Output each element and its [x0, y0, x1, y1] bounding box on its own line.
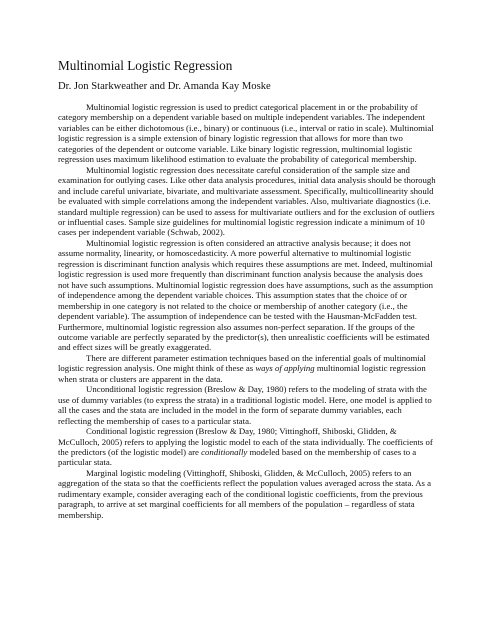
paragraph-assumptions: Multinomial logistic regression is often considered an attractive analysis because; it does not assume normality, linearity, or homoscedasticity. A more powerful alternative to multinomial logistic regression is discriminant function analysis which requires these assumptions are met. Indeed, multinomial logistic regression is used more frequently than discriminant function analysis because the analysis does not have such assumptions. Multinomial logistic regression does have assumptions, such as the assumption of independence among the dependent variable choices. This assumption states that the choice of or membership in one category is not related to the choice or membership of another category (i.e., the dependent variable). The assumption of independence can be tested with the Hausman-McFadden test. Furthermore, multinomial logistic regression also assumes non-perfect separation. If the groups of the outcome variable are perfectly separated by the predictor(s), then unrealistic coefficients will be estimated and effect sizes will be greatly exaggerated.: [58, 237, 433, 353]
paragraph-marginal: Marginal logistic modeling (Vittinghoff, Shiboski, Glidden, & McCulloch, 2005) refers to an aggregation of the stata so that the coefficients reflect the population values averaged across the stata. As a rudimentary example, consider averaging each of the conditional logistic coefficients, from the previous paragraph, to arrive at set marginal coefficients for all members of the population – regardless of stata membership.: [58, 467, 432, 520]
paragraph-unconditional: Unconditional logistic regression (Breslow & Day, 1980) refers to the modeling of strata with the use of dummy variables (to express the strata) in a traditional logistic model. Here, one model is applied to all the cases and the stata are included in the model in the form of separate dummy variables, each reflecting the membership of cases to a particular stata.: [58, 384, 432, 426]
paragraph-text: modeled based on the membership of cases to a particular stata.: [58, 446, 417, 468]
document-authors: Dr. Jon Starkweather and Dr. Amanda Kay Moske: [58, 81, 271, 92]
paragraph-sample-size: Multinomial logistic regression does necessitate careful consideration of the sample size and examination for outlying cases. Like other data analysis procedures, initial data analysis should be thorough and include careful univariate, bivariate, and multivariate assessment. Specifically, multicollinearity should be evaluated with simple correlations among the independent variables. Also, multivariate diagnostics (i.e. standard multiple regression) can be used to assess for multivariate outliers and for the exclusion of outliers or influential cases. Sample size guidelines for multinomial logistic regression indicate a minimum of 10 cases per independent variable (Schwab, 2002).: [58, 164, 436, 238]
paragraph-text: Conditional logistic regression (Breslow & Day, 1980; Vittinghoff, Shiboski, Glidden, & McCulloch, 2005) refers to applying the logistic model to each of the stata individually. The coefficients of the predictors (of the logistic model) are: [58, 426, 433, 457]
document-body: [58, 102, 436, 520]
emphasis-text: ways of applying: [255, 363, 315, 374]
document-title: Multinomial Logistic Regression: [58, 58, 233, 73]
paragraph-text: There are different parameter estimation techniques based on the inferential goals of multinomial logistic regression analysis. One might think of these as: [58, 352, 426, 374]
paragraph-intro: Multinomial logistic regression is used to predict categorical placement in or the probability of category membership on a dependent variable based on multiple independent variables. The independent variables can be either dichotomous (i.e., binary) or continuous (i.e., interval or ratio in scale). Multinomial logistic regression is a simple extension of binary logistic regression that allows for more than two categories of the dependent or outcome variable. Like binary logistic regression, multinomial logistic regression uses maximum likelihood estimation to evaluate the probability of categorical membership.: [58, 102, 434, 165]
paragraph-text: multinomial logistic regression when strata or clusters are apparent in the data.: [58, 363, 426, 384]
paragraph-estimation: [58, 353, 436, 384]
emphasis-text: conditionally: [201, 446, 248, 457]
paragraph-conditional: [58, 426, 436, 468]
